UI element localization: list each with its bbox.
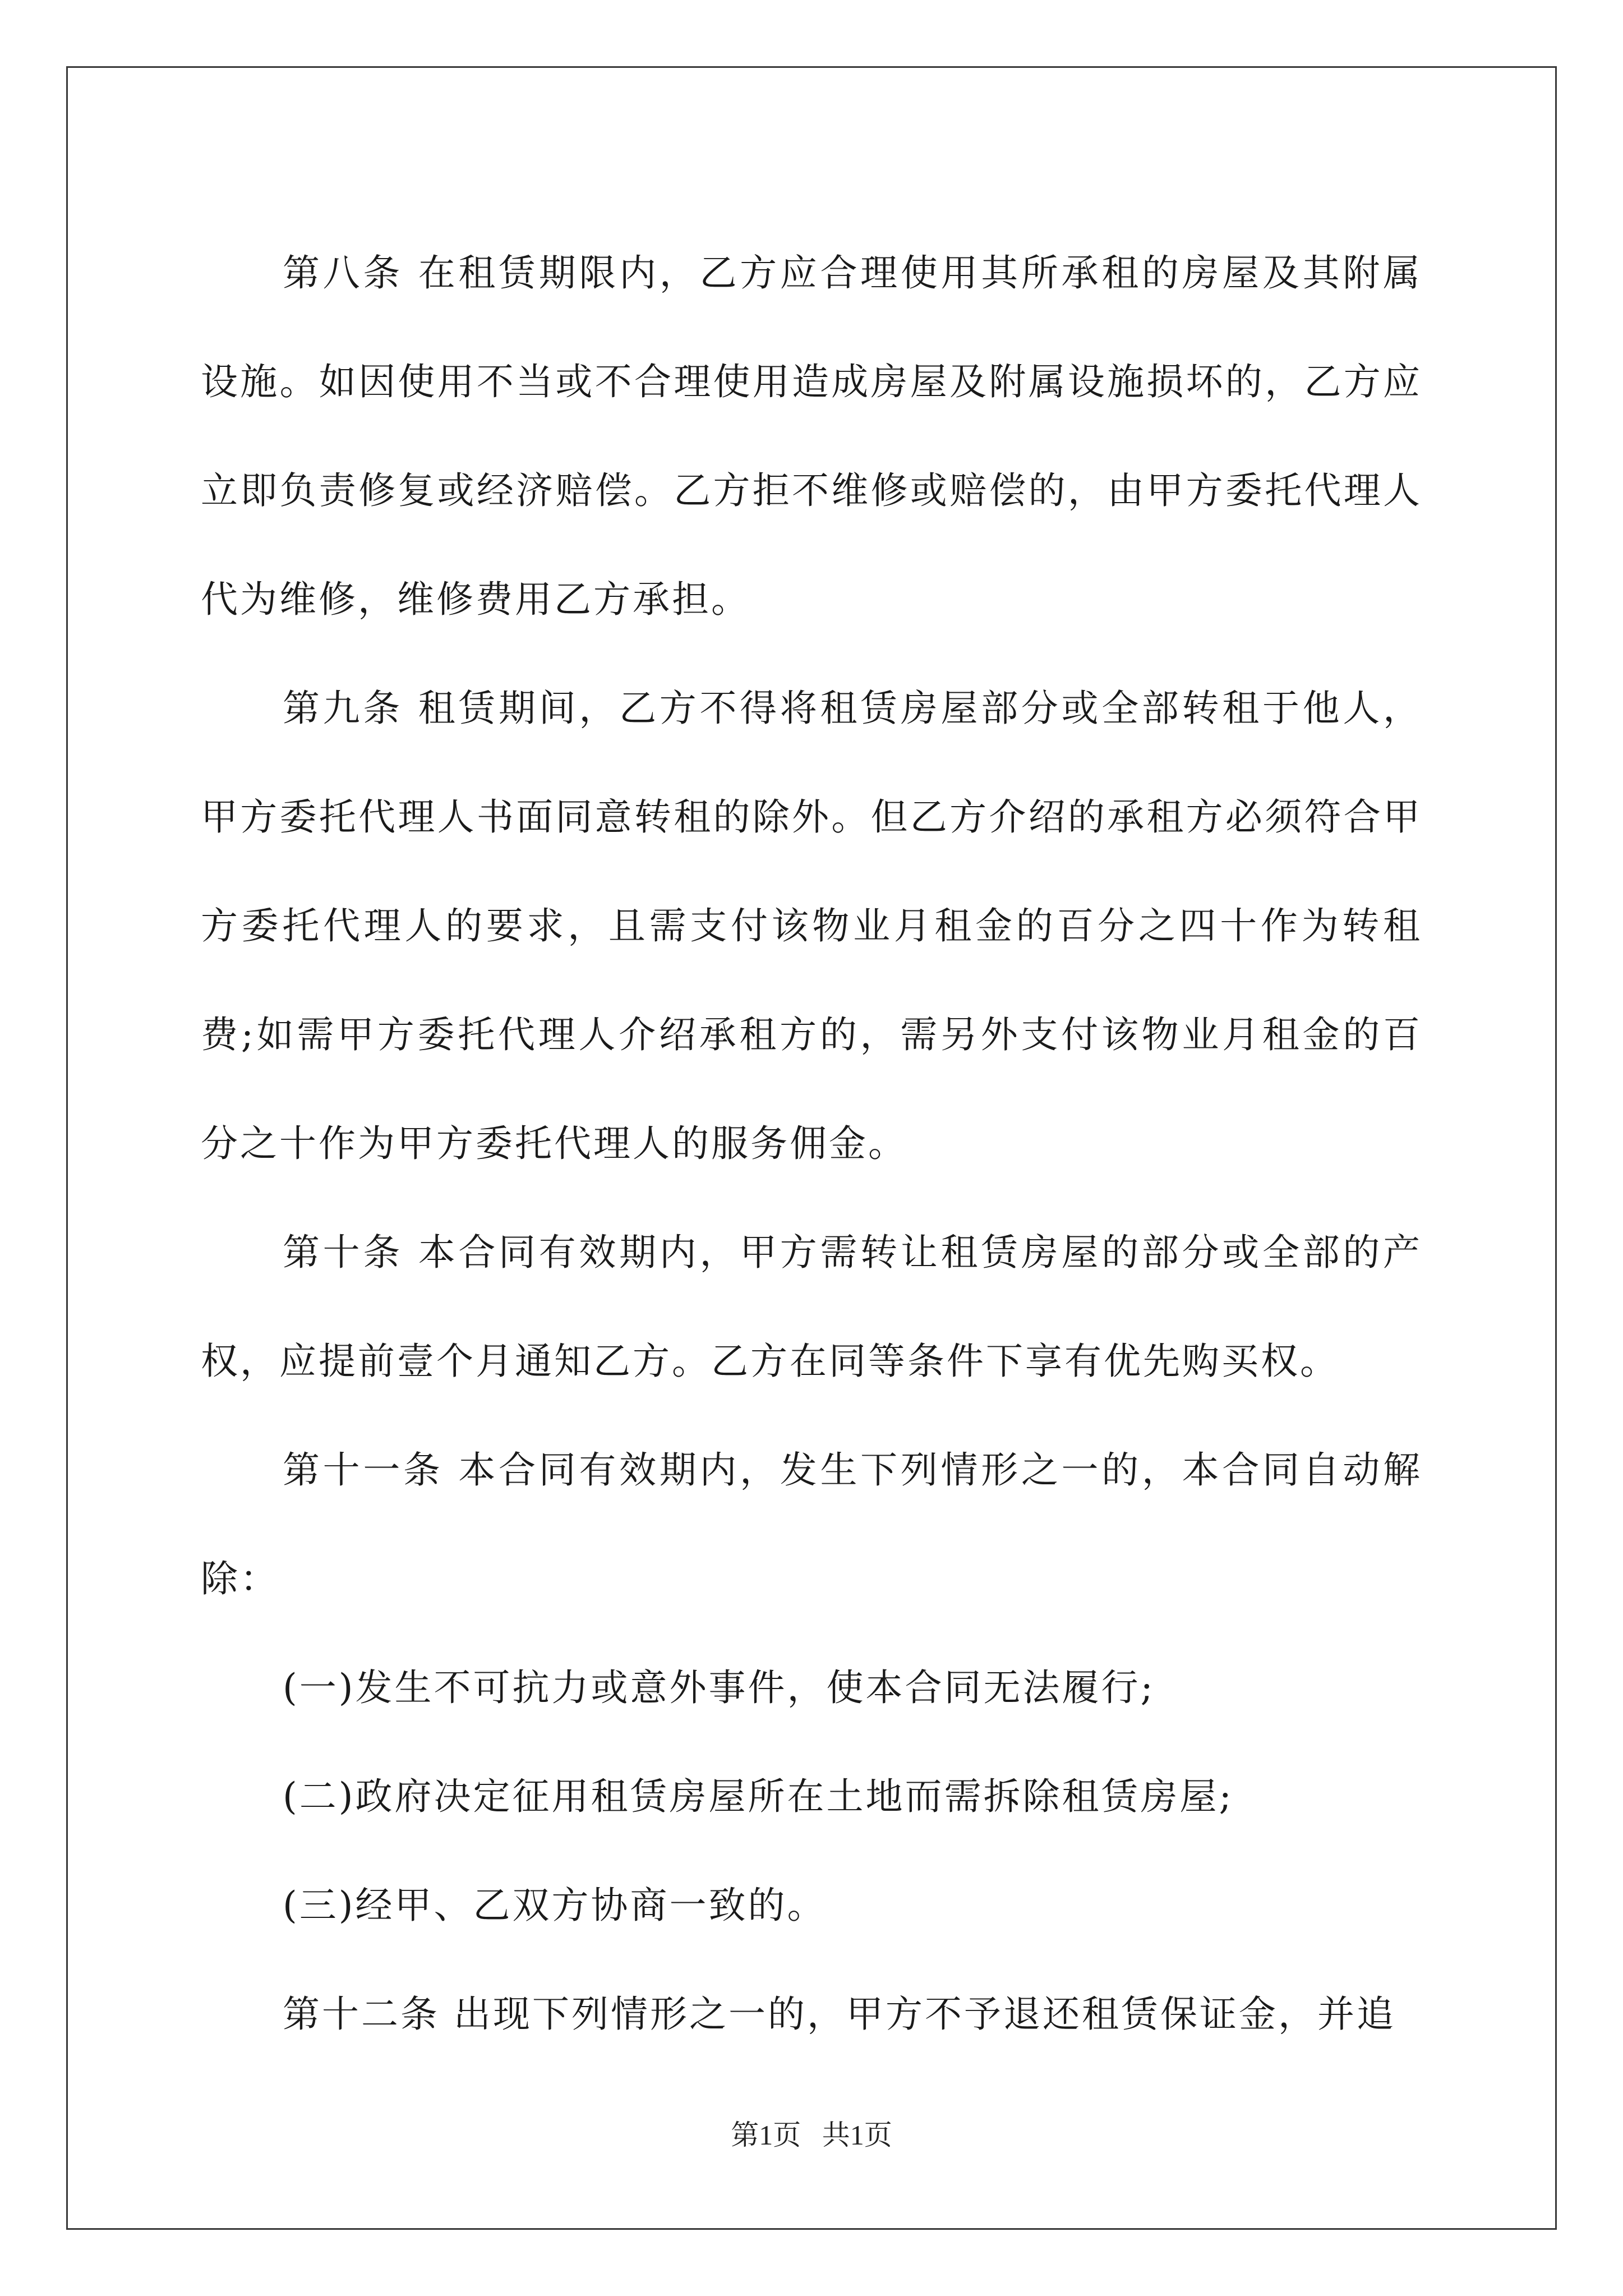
clause-item-2: (二)政府决定征用租赁房屋所在土地而需拆除租赁房屋;: [283, 1775, 1234, 1818]
document-body: [201, 219, 1422, 2069]
clause-item-1: (一)发生不可抗力或意外事件，使本合同无法履行;: [283, 1666, 1155, 1709]
clause-item-3: (三)经甲、乙双方协商一致的。: [283, 1884, 827, 1927]
article-9-paragraph: 第九条 租赁期间，乙方不得将租赁房屋部分或全部转租于他人，甲方委托代理人书面同意转租的除外。但乙方介绍的承租方必须符合甲方委托代理人的要求，且需支付该物业月租金的百分之四十作为转租费;如需甲方委托代理人介绍承租方的，需另外支付该物业月租金的百分之十作为甲方委托代理人的服务佣金。: [201, 687, 1422, 1165]
article-12-paragraph: 第十二条 出现下列情形之一的，甲方不予退还租赁保证金，并追: [283, 1993, 1396, 2036]
article-8-paragraph: 第八条 在租赁期限内，乙方应合理使用其所承租的房屋及其附属设施。如因使用不当或不合理使用造成房屋及附属设施损坏的，乙方应立即负责修复或经济赔偿。乙方拒不维修或赔偿的，由甲方委托代理人代为维修，维修费用乙方承担。: [201, 251, 1422, 621]
article-10-paragraph: 第十条 本合同有效期内，甲方需转让租赁房屋的部分或全部的产权，应提前壹个月通知乙方。乙方在同等条件下享有优先购买权。: [201, 1231, 1422, 1383]
article-11-paragraph: 第十一条 本合同有效期内，发生下列情形之一的，本合同自动解除：: [201, 1448, 1422, 1600]
page-number-footer: 第1页 共1页: [731, 2119, 892, 2151]
